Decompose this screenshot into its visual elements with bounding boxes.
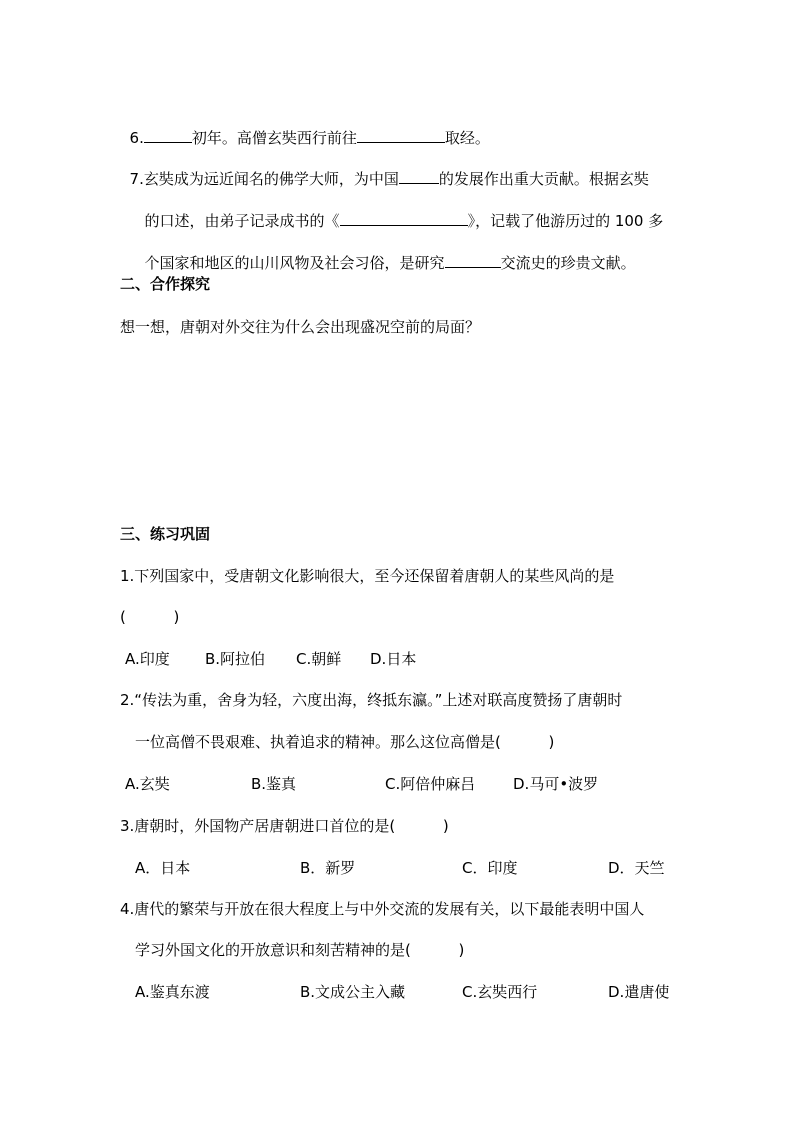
q3-option-d: D．天竺 bbox=[608, 859, 665, 877]
q4-option-b: B.文成公主入藏 bbox=[300, 983, 406, 1001]
blank bbox=[399, 169, 439, 184]
q1-option-c: C.朝鲜 bbox=[296, 650, 342, 668]
blank bbox=[445, 253, 501, 268]
q2-option-d: D.马可•波罗 bbox=[513, 775, 599, 793]
q7-text: 7.玄奘成为远近闻名的佛学大师，为中国 bbox=[129, 170, 399, 188]
q7-text: 交流史的珍贵文献。 bbox=[500, 254, 636, 272]
q2-option-c: C.阿倍仲麻吕 bbox=[385, 775, 476, 793]
q2-option-a: A.玄奘 bbox=[125, 775, 170, 793]
q6-number: 6. bbox=[129, 129, 144, 147]
q7-text: 的口述，由弟子记录成书的《 bbox=[144, 212, 340, 230]
q3-option-c: C．印度 bbox=[462, 859, 518, 877]
q4-stem: 4.唐代的繁荣与开放在很大程度上与中外交流的发展有关，以下最能表明中国人 bbox=[120, 900, 645, 918]
blank bbox=[340, 211, 468, 226]
q3-option-a: A．日本 bbox=[135, 859, 191, 877]
blank bbox=[144, 128, 192, 143]
q1-answer-bracket: ( ) bbox=[120, 608, 180, 626]
q1-stem: 1.下列国家中，受唐朝文化影响很大，至今还保留着唐朝人的某些风尚的是 bbox=[120, 567, 615, 585]
q3-stem: 3.唐朝时，外国物产居唐朝进口首位的是( ) bbox=[120, 817, 449, 835]
q4-option-a: A.鉴真东渡 bbox=[135, 983, 210, 1001]
question-7-line-2 bbox=[135, 191, 663, 231]
q1-option-b: B.阿拉伯 bbox=[205, 650, 266, 668]
q1-option-d: D.日本 bbox=[370, 650, 417, 668]
question-6 bbox=[120, 108, 490, 148]
q7-text: 的发展作出重大贡献。根据玄奘 bbox=[438, 170, 649, 188]
q1-option-a: A.印度 bbox=[125, 650, 170, 668]
q4-option-d: D.遣唐使 bbox=[608, 983, 670, 1001]
q6-end: 取经。 bbox=[444, 129, 490, 147]
q6-text: 初年。高僧玄奘西行前往 bbox=[191, 129, 357, 147]
section-2-heading: 二、合作探究 bbox=[120, 275, 211, 293]
q3-option-b: B．新罗 bbox=[300, 859, 356, 877]
q7-text: 》，记载了他游历过的 100 多 bbox=[467, 212, 664, 230]
section-3-heading: 三、练习巩固 bbox=[120, 525, 211, 543]
q7-text: 个国家和地区的山川风物及社会习俗，是研究 bbox=[144, 254, 445, 272]
q4-option-c: C.玄奘西行 bbox=[462, 983, 538, 1001]
q4-stem-cont: 学习外国文化的开放意识和刻苦精神的是( ) bbox=[135, 941, 465, 959]
q2-option-b: B.鉴真 bbox=[251, 775, 297, 793]
q2-stem: 2.“传法为重，舍身为轻，六度出海，终抵东瀛。”上述对联高度赞扬了唐朝时 bbox=[120, 691, 623, 709]
question-7-line-1 bbox=[120, 149, 649, 189]
section-2-question: 想一想，唐朝对外交往为什么会出现盛况空前的局面？ bbox=[120, 318, 481, 336]
q2-stem-cont: 一位高僧不畏艰难、执着追求的精神。那么这位高僧是( ) bbox=[135, 733, 555, 751]
blank bbox=[357, 128, 445, 143]
question-7-line-3 bbox=[135, 233, 636, 273]
